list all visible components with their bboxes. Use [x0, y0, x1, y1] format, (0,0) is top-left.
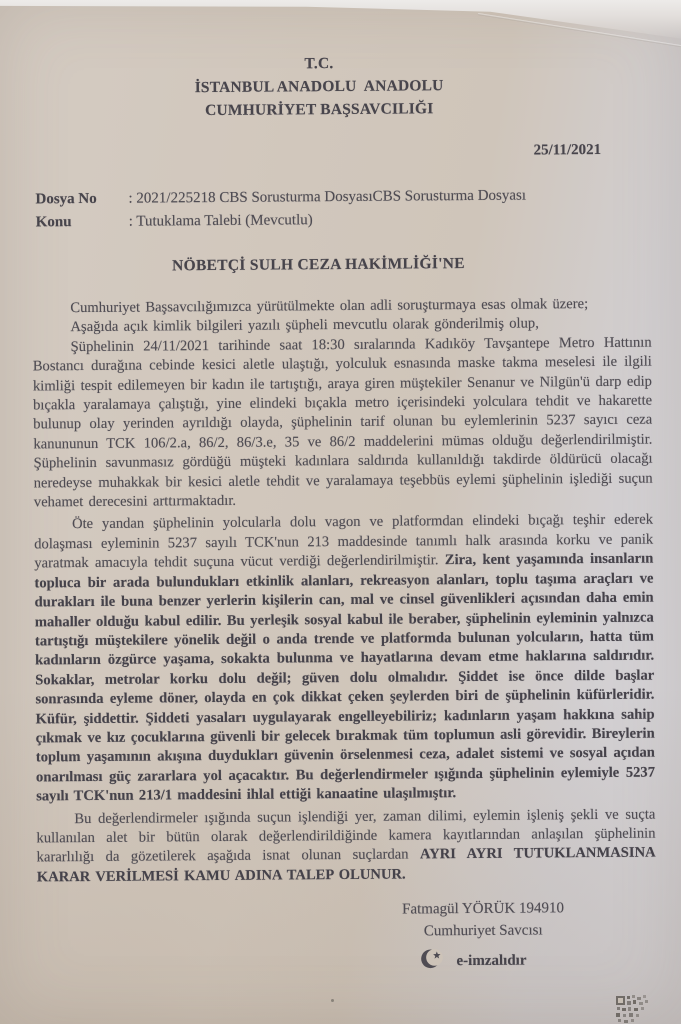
- paragraph-request: [36, 805, 656, 887]
- letterhead-office: CUMHURİYET BAŞSAVCILIĞI: [205, 100, 434, 120]
- letterhead: [30, 50, 608, 124]
- paragraph-assessment: [34, 511, 655, 807]
- signature-block: [358, 897, 609, 978]
- paragraph-incident: Şüphelinin 24/11/2021 tarihinde saat 18:30 sıralarında Kadıköy Tavşantepe Metro Hattının Bostancı durağına cebinde kesici aletle ulaştığı, yolculuk esnasında maske takma meselesi ile ilgili kimliği tespit edilemeyen bir kadın ile tartıştığı, araya giren müştekiler Senanur ve Nilgün'ü darp edip bıçakla yaralamaya çalıştığı, yine elindeki bıçakla metro içerisindeki yolculara tehdit ve hakarette bulunup olay yerinden ayrıldığı olayda, şüphelinin tarif olunan bu eylemlerinin 5237 sayıcı ceza kanununun TCK 106/2.a, 86/2, 86/3.e, 35 ve 86/2 maddelerini mümas olduğu değerlendirilmiştir. Şüphelinin savunmasız gördüğü müşteki kadınlara saldırıda kullanıldığı takdirde öldürücü olacağı neredeyse muhakkak bir kesici aletle tehdit ve yaralamaya teşebbüs eylemi şüphelinin işlediği suçun vehamet derecesini arttırmaktadır.: [32, 334, 653, 511]
- assessment-normal-text: Öte yandan şüphelinin yolcularla dolu vagon ve platformdan elindeki bıçağı teşhir ederek dolaşması eyleminin 5237 sayılı TCK'nun 213 maddesinde tanımlı halk arasında korku ve panik yaratmak amacıyla tehdit suçuna vücut verdiği değerlendirilmiştir.: [34, 512, 654, 572]
- document-date: 25/11/2021: [533, 141, 602, 159]
- prosecutor-name: Fatmagül YÖRÜK 194910: [402, 900, 565, 918]
- addressee-title: NÖBETÇİ SULH CEZA HAKİMLİĞİ'NE: [172, 255, 465, 275]
- qr-code-fragment-icon: [615, 994, 653, 1024]
- meta-block: [31, 184, 650, 234]
- dosya-no-label: Dosya No: [35, 190, 97, 208]
- request-normal-text: Bu değerlendirmeler ışığında suçun işlendiği yer, zaman dilimi, eylemin işleniş şekli ve suçta kullanılan alet bir bütün olarak değerlendirildiğinde kamera kayıtlarından anlaşılan şüphelinin kararlılığı da gözetilerek aşağıda isnat olunan suçlardan: [36, 806, 656, 866]
- konu-value: : Tutuklama Talebi (Mevcutlu): [128, 212, 313, 230]
- konu-label: Konu: [35, 214, 72, 231]
- prosecutor-title: Cumhuriyet Savcısı: [423, 922, 543, 940]
- esign-row: [348, 944, 598, 978]
- letterhead-institution: İSTANBUL ANADOLU ANADOLU: [194, 77, 444, 97]
- paragraph-intro-1: Cumhuriyet Başsavcılığımızca yürütülmekte olan adli soruşturmaya esas olmak üzere;: [70, 296, 589, 317]
- request-bold-text: AYRI AYRI TUTUKLANMASINA KARAR VERİLMESİ KAMU ADINA TALEP OLUNUR.: [36, 844, 656, 886]
- crescent-star-icon: [420, 945, 443, 977]
- letterhead-tc: T.C.: [304, 55, 334, 73]
- paragraph-intro-2: Aşağıda açık kimlik bilgileri yazılı şüpheli mevcutlu olarak gönderilmiş olup,: [70, 315, 539, 336]
- paper-speck: [331, 999, 334, 1002]
- assessment-bold-text: Zira, kent yaşamında insanların topluca bir arada bulundukları etkinlik alanları, rekreasyon alanları, toplu taşıma araçları ve durakları ile buna benzer yerlerin kişilerin can, mal ve cinsel güvenlikleri açısından daha emin mahaller olduğu kabul edilir. Bu yerleşik sosyal kabul ile beraber, şüphelinin eyleminin yalnızca tartıştığı müştekilere yönelik değil o anda trende ve platformda bulunan yolcuların, hatta tüm kadınların özgürce yaşama, sokakta bulunma ve hayatlarına devam etme haklarına saldırıdır. Sokaklar, metrolar korku dolu değil; güven dolu olmalıdır. Şiddet ise önce dilde başlar sonrasında eyleme döner, olayda en çok dikkat çeken şeylerden biri de şüphelinin küfürleridir. Küfür, şiddettir. Şiddeti yasaları uygulayarak engelleyebiliriz; kadınların yaşam hakkına sahip çıkmak ve kız çocuklarına güvenli bir gelecek bırakmak tüm toplumun asli görevidir. Bireylerin toplum yaşamının akışına duydukları güvenin örselenmesi ceza, adalet sistemi ve sosyal açıdan onarılması güç zararlara yol açacaktır. Bu değerlendirmeler ışığında şüphelinin eylemiyle 5237 sayılı TCK'nun 213/1 maddesini ihlal ettiği kanaatine ulaşılmıştır.: [34, 550, 656, 805]
- dosya-no-value: : 2021/225218 CBS Sorusturma DosyasıCBS Sorusturma Dosyası: [128, 187, 527, 207]
- esign-label: e-imzalıdır: [456, 952, 527, 970]
